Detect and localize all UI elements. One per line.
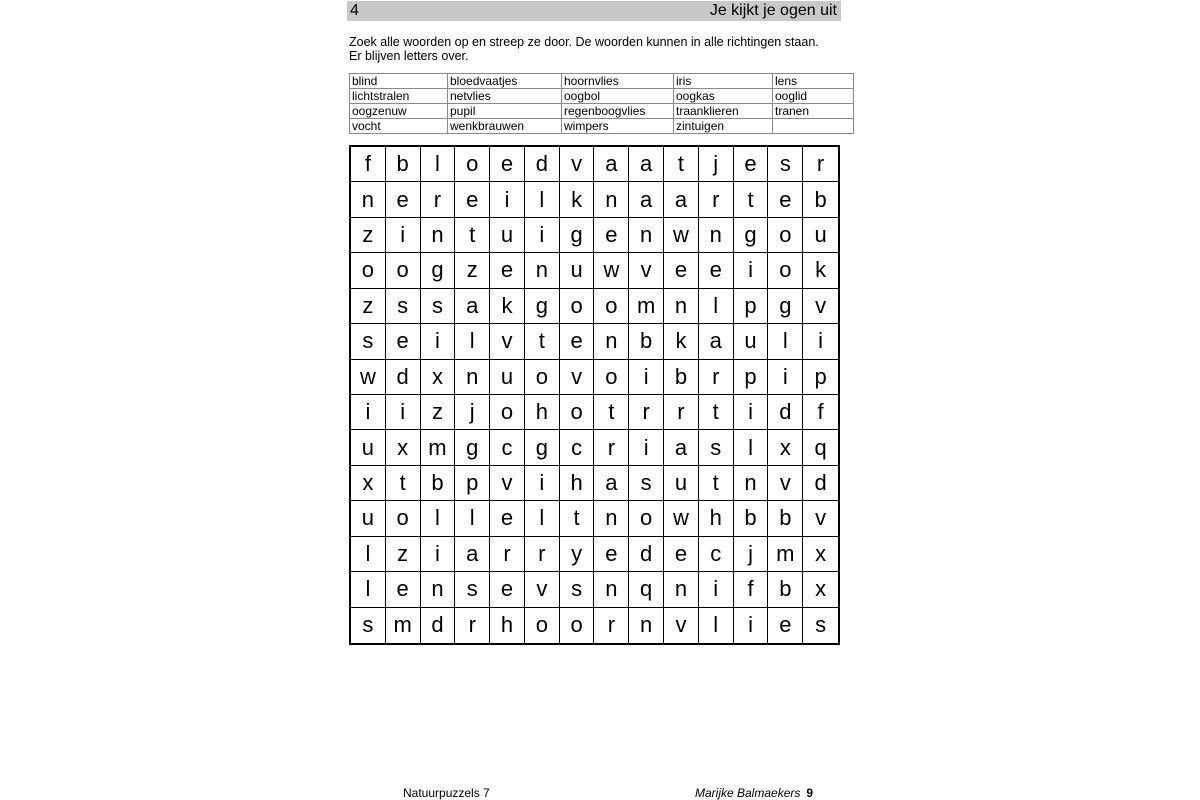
grid-letter: n [421,572,456,607]
grid-letter: x [386,430,421,465]
word-list-word: bloedvaatjes [448,74,562,89]
grid-letter: z [421,395,456,430]
grid-letter: s [815,612,827,638]
grid-letter: s [768,147,803,182]
grid-letter: l [455,324,490,359]
grid-letter: r [490,537,525,572]
grid-letter: s [455,572,490,607]
grid-letter: v [768,466,803,501]
grid-letter: n [455,360,490,395]
word-list-word: oogzenuw [350,104,448,119]
grid-letter: i [490,182,525,217]
grid-letter: s [421,289,456,324]
page-title: Je kijkt je ogen uit [709,2,837,19]
grid-letter: w [664,218,699,253]
grid-letter: k [560,182,595,217]
grid-letter: w [594,253,629,288]
grid-letter: l [734,430,769,465]
grid-letter: l [525,182,560,217]
grid-letter: x [351,466,386,501]
word-list-row [350,104,854,119]
grid-letter: i [386,395,421,430]
grid-letter: o [490,395,525,430]
grid-letter: r [455,608,490,643]
grid-letter: b [386,147,421,182]
grid-letter: u [734,324,769,359]
grid-letter: p [734,289,769,324]
instructions [349,35,849,63]
grid-letter: z [455,253,490,288]
instructions-line-2: Er blijven letters over. [349,49,469,63]
grid-letter: n [351,182,386,217]
grid-letter: u [490,218,525,253]
grid-letter: a [664,182,699,217]
grid-letter: t [699,466,734,501]
grid-letter: l [421,501,456,536]
grid-letter: p [455,466,490,501]
grid-letter: g [768,289,803,324]
grid-letter: k [490,289,525,324]
grid-letter: e [699,253,734,288]
grid-letter: v [525,572,560,607]
grid-letter: e [455,182,490,217]
word-list-word: oogbol [562,89,674,104]
grid-letter: e [664,253,699,288]
grid-letter: o [560,289,595,324]
title-bar [347,1,841,21]
grid-letter: n [734,466,769,501]
grid-letter: r [803,147,838,182]
grid-letter: d [629,537,664,572]
grid-letter: v [490,324,525,359]
grid-letter: t [594,395,629,430]
grid-letter: n [594,572,629,607]
grid-letter: p [803,360,838,395]
grid-letter: r [594,430,629,465]
grid-letter: v [560,360,595,395]
word-list-word: pupil [448,104,562,119]
grid-letter: i [351,395,386,430]
grid-letter: u [490,360,525,395]
grid-letter: n [421,218,456,253]
grid-letter: i [734,395,769,430]
grid-letter: c [560,430,595,465]
grid-letter: f [803,395,838,430]
grid-letter: e [734,147,769,182]
word-list-word: hoornvlies [562,74,674,89]
grid-letter: i [629,360,664,395]
grid-letter: l [699,289,734,324]
grid-letter: g [421,253,456,288]
grid-letter: i [421,537,456,572]
grid-letter: i [421,324,456,359]
grid-letter: o [594,360,629,395]
grid-letter: e [560,324,595,359]
grid-letter: o [768,253,803,288]
grid-letter: u [560,253,595,288]
word-list-row [350,89,854,104]
grid-letter: s [351,324,386,359]
grid-letter: b [768,501,803,536]
grid-letter: h [490,608,525,643]
grid-letter: o [386,253,421,288]
grid-letter: m [629,289,664,324]
grid-letter: d [768,395,803,430]
grid-letter: g [525,430,560,465]
grid-letter: o [560,608,595,643]
grid-letter: e [490,572,525,607]
grid-letter: z [351,289,386,324]
grid-letter: s [629,466,664,501]
grid-letter: l [455,501,490,536]
grid-letter: e [386,324,421,359]
grid-letter: w [351,360,386,395]
grid-letter: f [351,147,386,182]
grid-letter: v [803,289,838,324]
grid-letter: q [629,572,664,607]
puzzle-number: 4 [350,2,359,19]
grid-letter: n [629,218,664,253]
grid-letter: g [525,289,560,324]
grid-letter: l [421,147,456,182]
grid-letter: d [525,147,560,182]
grid-letter: h [525,395,560,430]
grid-letter: c [699,537,734,572]
letter-grid [349,145,840,645]
grid-letter: o [351,253,386,288]
grid-letter: o [455,147,490,182]
word-list-word: tranen [773,104,854,119]
grid-letter: i [803,324,838,359]
grid-letter: u [803,218,838,253]
grid-letter: n [629,608,664,643]
grid-letter: a [699,324,734,359]
grid-letter: v [560,147,595,182]
grid-letter: r [699,360,734,395]
grid-letter: t [525,324,560,359]
grid-letter: s [560,572,595,607]
grid-letter: j [734,537,769,572]
grid-letter: a [664,430,699,465]
grid-letter: h [699,501,734,536]
grid-letter: i [386,218,421,253]
grid-letter: o [560,395,595,430]
grid-letter: i [699,572,734,607]
grid-letter: l [768,324,803,359]
grid-letter: f [734,572,769,607]
grid-letter: v [490,466,525,501]
grid-letter: v [803,501,838,536]
grid-letter: e [490,147,525,182]
grid-letter: o [594,289,629,324]
grid-letter: g [734,218,769,253]
grid-letter: x [803,537,838,572]
grid-letter: z [351,218,386,253]
grid-letter: e [664,537,699,572]
grid-letter: j [699,147,734,182]
grid-letter: t [734,182,769,217]
grid-letter: k [803,253,838,288]
word-list-word: oogkas [674,89,773,104]
grid-letter: m [386,608,421,643]
grid-letter: n [525,253,560,288]
page-number: 9 [806,786,814,800]
word-list-word: wimpers [562,119,674,134]
grid-letter: o [386,501,421,536]
grid-letter: n [594,501,629,536]
grid-letter: r [594,608,629,643]
grid-letter: l [699,608,734,643]
grid-letter: b [629,324,664,359]
grid-letter: z [386,537,421,572]
grid-letter: j [455,395,490,430]
grid-letter: x [421,360,456,395]
word-list-table [349,73,854,134]
grid-letter: x [803,572,838,607]
footer-author: Marijke Balmaekers [695,786,801,800]
grid-letter: u [351,430,386,465]
word-list-row [350,119,854,134]
grid-letter: n [664,289,699,324]
grid-letter: r [421,182,456,217]
grid-letter: i [768,360,803,395]
word-list-word: blind [350,74,448,89]
grid-letter: e [768,608,803,643]
grid-letter: s [699,430,734,465]
word-list-word: traanklieren [674,104,773,119]
word-list-word: netvlies [448,89,562,104]
grid-letter: b [803,182,838,217]
word-list-word: regenboogvlies [562,104,674,119]
grid-letter: a [455,289,490,324]
word-list-word: wenkbrauwen [448,119,562,134]
grid-letter: m [768,537,803,572]
grid-letter: n [594,324,629,359]
grid-letter: t [560,501,595,536]
grid-letter: b [734,501,769,536]
grid-letter: x [768,430,803,465]
grid-letter: a [629,182,664,217]
instructions-line-1: Zoek alle woorden op en streep ze door. De woorden kunnen in alle richtingen staan. [349,35,819,49]
grid-letter: o [768,218,803,253]
grid-letter: i [525,218,560,253]
footer-author-page [695,786,813,800]
footer-book-title: Natuurpuzzels 7 [403,786,490,800]
grid-letter: a [594,466,629,501]
grid-letter: c [490,430,525,465]
word-list-word: ooglid [773,89,854,104]
grid-letter: d [421,608,456,643]
grid-letter: r [629,395,664,430]
grid-letter: g [560,218,595,253]
grid-letter: r [525,537,560,572]
grid-letter: t [664,147,699,182]
grid-letter: t [699,395,734,430]
grid-letter: v [664,608,699,643]
grid-letter: m [421,430,456,465]
grid-letter: i [525,466,560,501]
grid-letter: y [560,537,595,572]
grid-letter: i [734,253,769,288]
word-list-word: zintuigen [674,119,773,134]
grid-letter: u [664,466,699,501]
grid-letter: o [525,608,560,643]
grid-letter: e [386,182,421,217]
grid-letter: e [386,572,421,607]
grid-letter: i [734,608,769,643]
grid-letter: k [664,324,699,359]
word-list-word: iris [674,74,773,89]
grid-letter: a [455,537,490,572]
grid-letter: e [768,182,803,217]
word-list-row [350,74,854,89]
grid-letter: o [525,360,560,395]
grid-letter: t [386,466,421,501]
grid-letter: n [699,218,734,253]
grid-letter: e [594,218,629,253]
word-list-word: vocht [350,119,448,134]
grid-letter: u [351,501,386,536]
grid-letter: p [734,360,769,395]
word-list-word: lichtstralen [350,89,448,104]
grid-letter: w [664,501,699,536]
grid-letter: e [490,253,525,288]
word-list-word: lens [773,74,854,89]
grid-letter: g [455,430,490,465]
grid-letter: d [803,466,838,501]
grid-letter: b [421,466,456,501]
grid-letter: o [629,501,664,536]
grid-letter: b [768,572,803,607]
grid-letter: e [490,501,525,536]
grid-letter: a [629,147,664,182]
grid-letter: l [351,572,386,607]
grid-letter: r [664,395,699,430]
grid-letter: t [455,218,490,253]
grid-letter: d [386,360,421,395]
grid-letter: i [629,430,664,465]
grid-letter: q [803,430,838,465]
grid-letter: s [386,289,421,324]
grid-letter: h [560,466,595,501]
grid-letter: e [594,537,629,572]
word-list-word [773,119,854,134]
grid-letter: r [699,182,734,217]
grid-letter: v [629,253,664,288]
grid-letter: l [525,501,560,536]
grid-letter: l [351,537,386,572]
grid-letter: a [594,147,629,182]
grid-letter: n [664,572,699,607]
grid-letter: s [351,608,386,643]
grid-letter: b [664,360,699,395]
grid-letter: n [594,182,629,217]
